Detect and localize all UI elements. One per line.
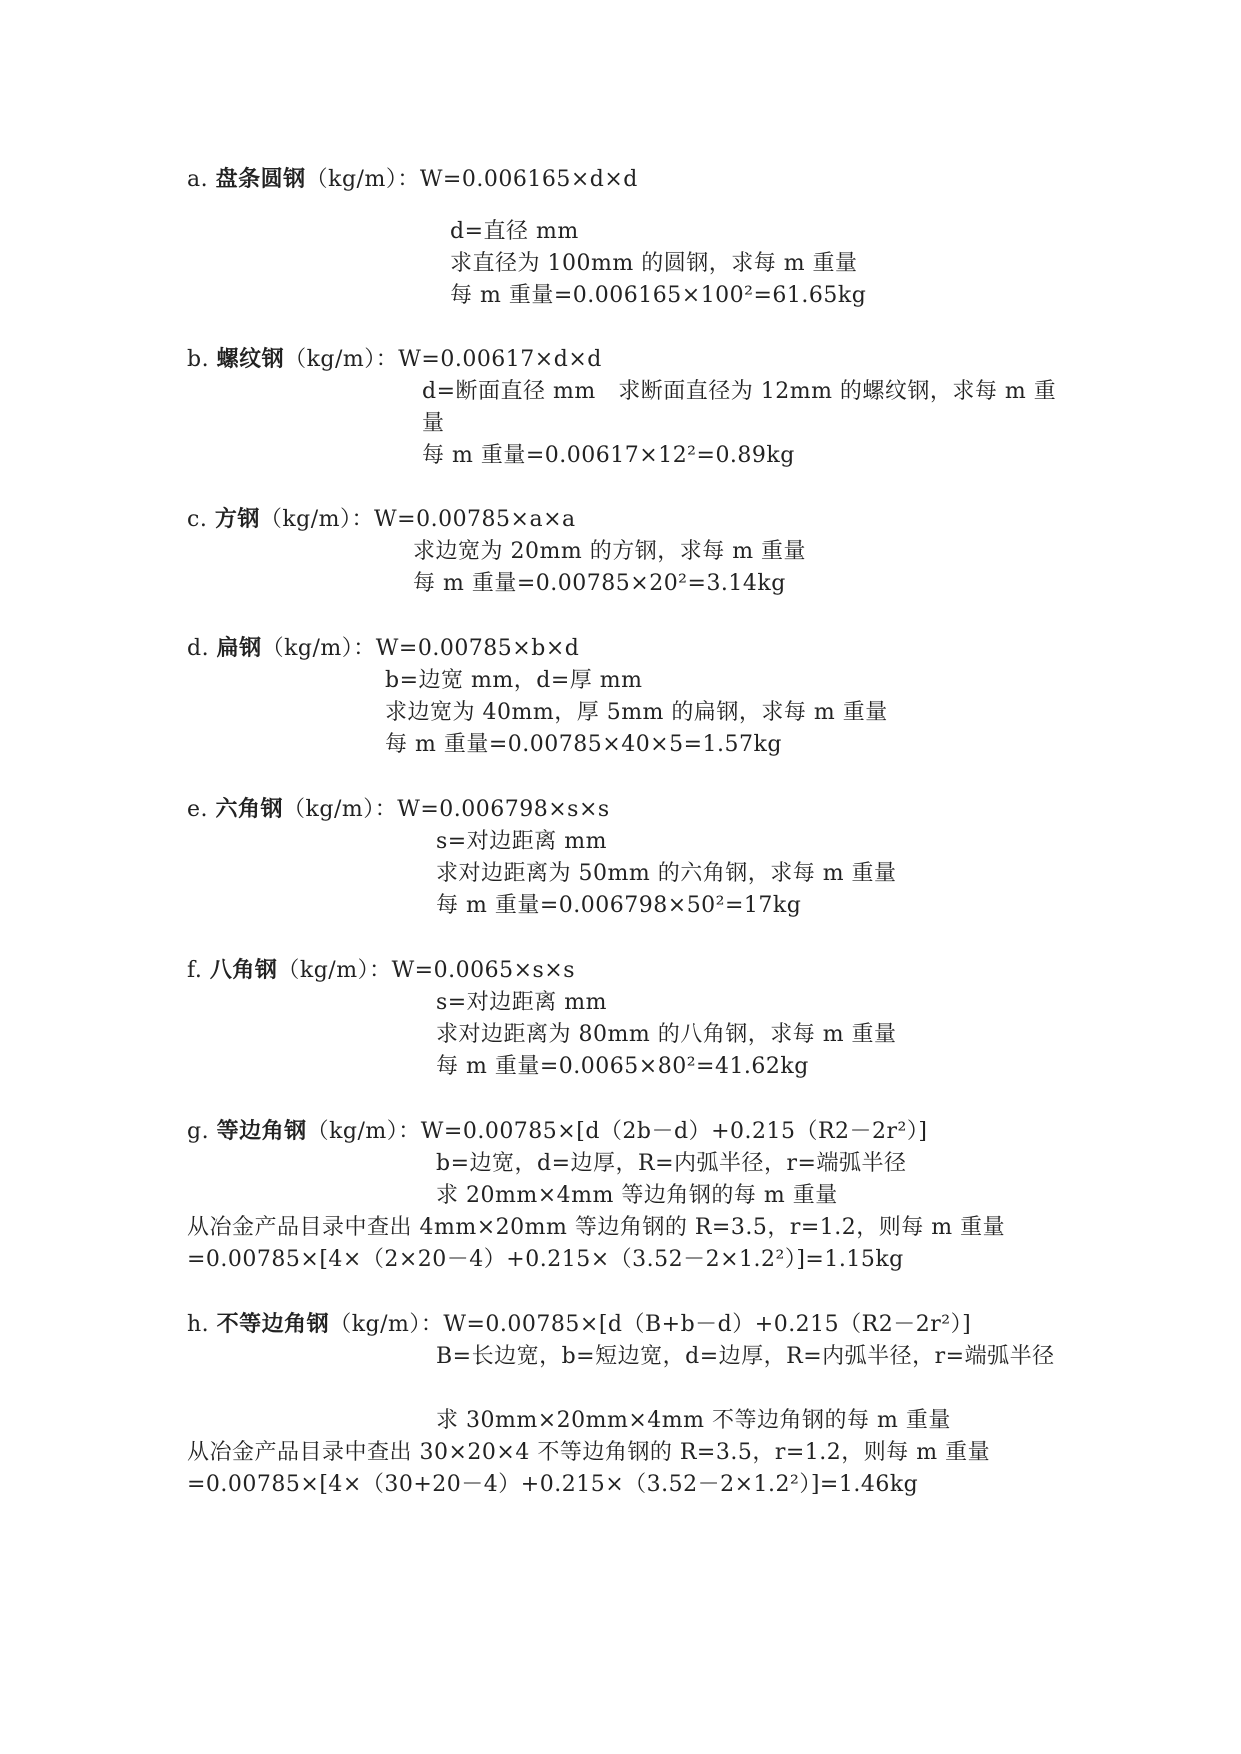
section-d-line-2: 求边宽为 40mm，厚 5mm 的扁钢，求每 m 重量 (385, 700, 888, 725)
section-formula: （kg/m）：W=0.00785×[d（B+b－d）+0.215（R2－2r²）] (329, 1312, 972, 1337)
section-name: 六角钢 (215, 797, 284, 822)
section-e-heading (187, 795, 610, 825)
section-key: a. (187, 167, 209, 192)
section-a-line-1: d=直径 mm (450, 219, 579, 244)
section-key: b. (187, 347, 210, 372)
section-e-line-3: 每 m 重量=0.006798×50²=17kg (436, 893, 802, 918)
section-e-line-1: s=对边距离 mm (436, 829, 607, 854)
section-g-line-3: 从冶金产品目录中查出 4mm×20mm 等边角钢的 R=3.5，r=1.2，则每 m 重量 (187, 1215, 1006, 1240)
section-formula: （kg/m）：W=0.0065×s×s (277, 958, 576, 983)
section-key: h. (187, 1312, 210, 1337)
section-b-heading (187, 345, 602, 375)
section-b-line-3: 每 m 重量=0.00617×12²=0.89kg (422, 443, 795, 468)
section-h-line-2: 求 30mm×20mm×4mm 不等边角钢的每 m 重量 (436, 1408, 951, 1433)
section-h-line-4: =0.00785×[4×（30+20－4）+0.215×（3.52－2×1.2²）]=1.46kg (187, 1472, 919, 1497)
section-name: 不等边角钢 (216, 1312, 330, 1337)
section-c-heading (187, 505, 576, 535)
section-key: g. (187, 1119, 210, 1144)
section-key: f. (187, 958, 203, 983)
section-f-line-1: s=对边距离 mm (436, 990, 607, 1015)
section-g-line-2: 求 20mm×4mm 等边角钢的每 m 重量 (436, 1183, 838, 1208)
section-name: 等边角钢 (216, 1119, 307, 1144)
section-f-line-3: 每 m 重量=0.0065×80²=41.62kg (436, 1054, 809, 1079)
section-g-heading (187, 1117, 927, 1147)
section-name: 扁钢 (216, 636, 262, 661)
section-b-line-2: 量 (422, 411, 445, 436)
section-a-line-2: 求直径为 100mm 的圆钢，求每 m 重量 (450, 251, 858, 276)
section-e-line-2: 求对边距离为 50mm 的六角钢，求每 m 重量 (436, 861, 897, 886)
section-c-line-1: 求边宽为 20mm 的方钢，求每 m 重量 (413, 539, 807, 564)
section-formula: （kg/m）：W=0.00785×[d（2b－d）+0.215（R2－2r²）] (306, 1119, 928, 1144)
section-key: c. (187, 507, 208, 532)
section-formula: （kg/m）：W=0.006165×d×d (305, 167, 638, 192)
section-a-heading (187, 165, 638, 195)
section-g-line-4: =0.00785×[4×（2×20－4）+0.215×（3.52－2×1.2²）]=1.15kg (187, 1247, 904, 1272)
section-a-line-3: 每 m 重量=0.006165×100²=61.65kg (450, 283, 867, 308)
section-formula: （kg/m）：W=0.00785×a×a (259, 507, 576, 532)
section-key: d. (187, 636, 210, 661)
section-name: 盘条圆钢 (215, 167, 306, 192)
section-name: 方钢 (214, 507, 260, 532)
section-d-line-1: b=边宽 mm，d=厚 mm (385, 668, 643, 693)
section-d-line-3: 每 m 重量=0.00785×40×5=1.57kg (385, 732, 782, 757)
section-h-line-1: B=长边宽，b=短边宽，d=边厚，R=内弧半径，r=端弧半径 (436, 1344, 1055, 1369)
section-key: e. (187, 797, 209, 822)
section-name: 螺纹钢 (216, 347, 285, 372)
section-formula: （kg/m）：W=0.006798×s×s (283, 797, 610, 822)
section-b-line-1: d=断面直径 mm 求断面直径为 12mm 的螺纹钢，求每 m 重 (422, 379, 1057, 404)
section-c-line-2: 每 m 重量=0.00785×20²=3.14kg (413, 571, 786, 596)
section-h-line-3: 从冶金产品目录中查出 30×20×4 不等边角钢的 R=3.5，r=1.2，则每 m 重量 (187, 1440, 991, 1465)
section-formula: （kg/m）：W=0.00617×d×d (284, 347, 602, 372)
section-f-heading (187, 956, 575, 986)
section-h-heading (187, 1310, 971, 1340)
section-g-line-1: b=边宽，d=边厚，R=内弧半径，r=端弧半径 (436, 1151, 907, 1176)
section-d-heading (187, 634, 579, 664)
section-name: 八角钢 (209, 958, 278, 983)
section-f-line-2: 求对边距离为 80mm 的八角钢，求每 m 重量 (436, 1022, 897, 1047)
section-formula: （kg/m）：W=0.00785×b×d (261, 636, 580, 661)
